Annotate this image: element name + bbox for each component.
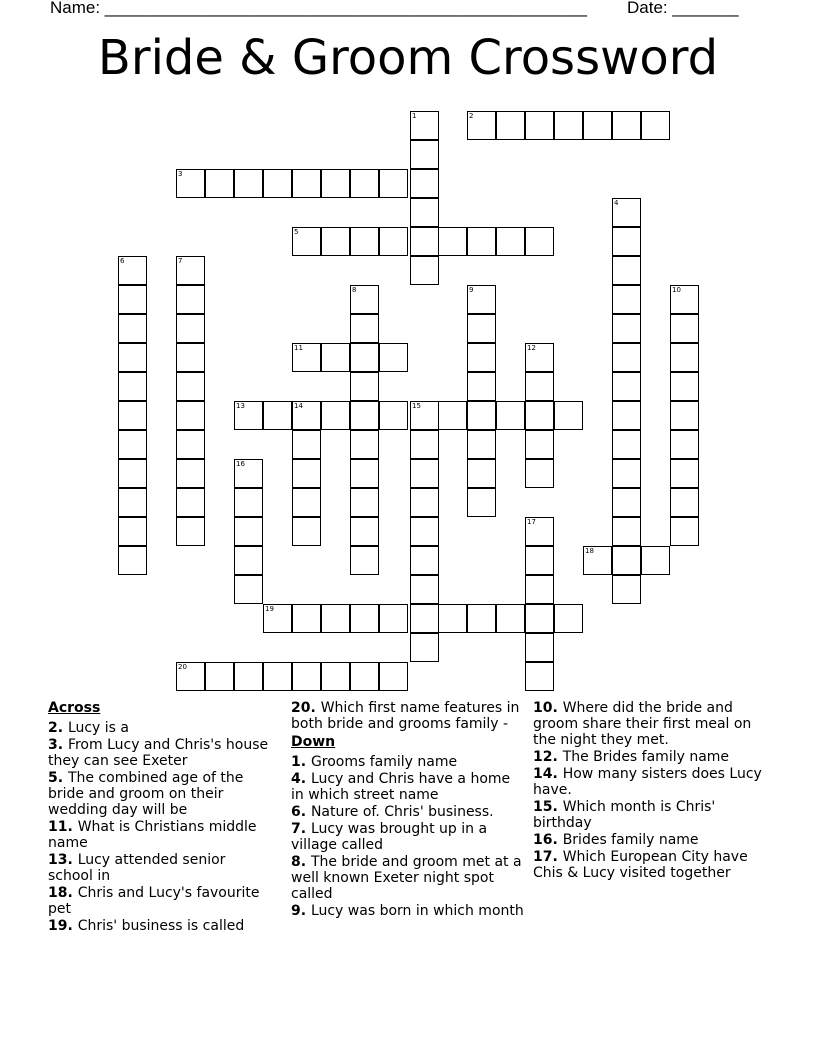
clue-number: 19. xyxy=(48,918,78,934)
grid-cell[interactable] xyxy=(525,575,554,604)
clue-text: Lucy and Chris have a home in which street name xyxy=(291,771,511,803)
grid-cell[interactable] xyxy=(292,169,321,198)
grid-cell[interactable] xyxy=(350,604,379,633)
grid-cell[interactable] xyxy=(118,314,147,343)
clue-item xyxy=(533,832,768,848)
clue-number-label: 19 xyxy=(265,605,274,613)
grid-cell[interactable] xyxy=(176,285,205,314)
grid-cell[interactable] xyxy=(118,488,147,517)
grid-cell[interactable] xyxy=(118,546,147,575)
clue-number-label: 15 xyxy=(412,402,421,410)
clue-item xyxy=(48,819,273,851)
grid-cell[interactable] xyxy=(583,111,612,140)
grid-cell[interactable] xyxy=(321,604,350,633)
grid-cell[interactable] xyxy=(670,372,699,401)
clue-item xyxy=(533,749,768,765)
down-heading: Down xyxy=(291,734,336,750)
grid-cell[interactable] xyxy=(641,546,670,575)
grid-cell[interactable] xyxy=(176,314,205,343)
clue-number-label: 4 xyxy=(614,199,619,207)
grid-cell[interactable] xyxy=(612,227,641,256)
grid-cell[interactable] xyxy=(118,459,147,488)
grid-cell[interactable] xyxy=(176,488,205,517)
grid-cell[interactable] xyxy=(118,430,147,459)
grid-cell[interactable] xyxy=(612,111,641,140)
clue-item xyxy=(48,737,273,769)
clue-text: Lucy is a xyxy=(67,720,130,736)
grid-cell[interactable] xyxy=(321,343,350,372)
clue-number-label: 18 xyxy=(585,547,594,555)
clue-number-label: 7 xyxy=(178,257,183,265)
grid-cell[interactable] xyxy=(350,430,379,459)
clue-item xyxy=(48,918,273,934)
clue-text: The bride and groom met at a well known Exeter night spot called xyxy=(291,854,522,902)
grid-cell[interactable] xyxy=(321,662,350,691)
grid-cell[interactable] xyxy=(176,343,205,372)
clue-item xyxy=(291,854,526,902)
grid-cell[interactable] xyxy=(234,662,263,691)
grid-cell[interactable] xyxy=(467,430,496,459)
clue-number: 7. xyxy=(291,821,311,837)
clue-number: 13. xyxy=(48,852,78,868)
grid-cell[interactable] xyxy=(670,343,699,372)
grid-cell[interactable] xyxy=(496,604,525,633)
grid-cell[interactable] xyxy=(496,227,525,256)
grid-cell[interactable] xyxy=(379,343,408,372)
clue-number-label: 17 xyxy=(527,518,536,526)
grid-cell[interactable] xyxy=(525,430,554,459)
across-clue-list-continued xyxy=(291,700,526,732)
clue-number: 12. xyxy=(533,749,563,765)
grid-cell[interactable] xyxy=(292,488,321,517)
clue-number-label: 13 xyxy=(236,402,245,410)
grid-cell[interactable] xyxy=(670,488,699,517)
grid-cell[interactable] xyxy=(118,401,147,430)
grid-cell[interactable] xyxy=(670,459,699,488)
clue-text: Chris and Lucy's favourite pet xyxy=(48,885,260,917)
clue-item xyxy=(291,821,526,853)
grid-cell[interactable] xyxy=(612,343,641,372)
clue-text: What is Christians middle name xyxy=(48,819,257,851)
grid-cell[interactable] xyxy=(612,459,641,488)
clue-text: Grooms family name xyxy=(310,754,458,770)
clue-text: How many sisters does Lucy have. xyxy=(533,766,762,798)
grid-cell[interactable] xyxy=(496,111,525,140)
clue-number: 20. xyxy=(291,700,321,716)
grid-cell[interactable] xyxy=(612,256,641,285)
grid-cell[interactable] xyxy=(467,401,496,430)
grid-cell[interactable] xyxy=(670,517,699,546)
grid-cell[interactable] xyxy=(410,633,439,662)
grid-cell[interactable] xyxy=(410,459,439,488)
clues-column-2 xyxy=(291,700,526,920)
clue-text: The Brides family name xyxy=(562,749,730,765)
clue-item xyxy=(533,766,768,798)
clue-item xyxy=(533,799,768,831)
clue-item xyxy=(291,754,526,770)
grid-cell[interactable] xyxy=(234,169,263,198)
grid-cell[interactable] xyxy=(350,401,379,430)
clue-text: From Lucy and Chris's house they can see Exeter xyxy=(48,737,269,769)
grid-cell[interactable] xyxy=(525,604,554,633)
clue-item xyxy=(48,885,273,917)
grid-cell[interactable] xyxy=(379,662,408,691)
clue-number-label: 5 xyxy=(294,228,299,236)
clue-number: 4. xyxy=(291,771,311,787)
clue-text: Which month is Chris' birthday xyxy=(533,799,716,831)
grid-cell[interactable] xyxy=(263,662,292,691)
clue-text: Where did the bride and groom share their first meal on the night they met. xyxy=(533,700,752,748)
grid-cell[interactable] xyxy=(263,169,292,198)
grid-cell[interactable] xyxy=(612,372,641,401)
grid-cell[interactable] xyxy=(176,517,205,546)
grid-cell[interactable] xyxy=(118,517,147,546)
grid-cell[interactable] xyxy=(234,488,263,517)
clue-number: 17. xyxy=(533,849,563,865)
grid-cell[interactable] xyxy=(467,314,496,343)
clue-item xyxy=(533,849,768,881)
grid-cell[interactable] xyxy=(234,546,263,575)
grid-cell[interactable] xyxy=(410,546,439,575)
clue-number-label: 9 xyxy=(469,286,474,294)
grid-cell[interactable] xyxy=(467,488,496,517)
grid-cell[interactable] xyxy=(234,517,263,546)
clue-number-label: 1 xyxy=(412,112,417,120)
grid-cell[interactable] xyxy=(670,430,699,459)
clue-item xyxy=(48,770,273,818)
grid-cell[interactable] xyxy=(350,227,379,256)
grid-cell[interactable] xyxy=(118,343,147,372)
clue-text: Brides family name xyxy=(562,832,699,848)
grid-cell[interactable] xyxy=(321,227,350,256)
clue-number: 5. xyxy=(48,770,68,786)
grid-cell[interactable] xyxy=(641,111,670,140)
grid-cell[interactable] xyxy=(612,314,641,343)
across-heading: Across xyxy=(48,700,101,716)
grid-cell[interactable] xyxy=(438,604,467,633)
clue-number-label: 16 xyxy=(236,460,245,468)
grid-cell[interactable] xyxy=(234,575,263,604)
grid-cell[interactable] xyxy=(612,488,641,517)
grid-cell[interactable] xyxy=(496,401,525,430)
grid-cell[interactable] xyxy=(379,227,408,256)
grid-cell[interactable] xyxy=(379,169,408,198)
clue-text: Chris' business is called xyxy=(77,918,245,934)
grid-cell[interactable] xyxy=(118,372,147,401)
grid-cell[interactable] xyxy=(205,169,234,198)
clue-number-label: 3 xyxy=(178,170,183,178)
down-clue-list xyxy=(291,754,526,919)
clues-column-3 xyxy=(533,700,768,882)
page-title: Bride & Groom Crossword xyxy=(97,30,719,86)
clue-text: The combined age of the bride and groom on their wedding day will be xyxy=(48,770,244,818)
grid-cell[interactable] xyxy=(525,546,554,575)
clue-number-label: 12 xyxy=(527,344,536,352)
grid-cell[interactable] xyxy=(410,604,439,633)
grid-cell[interactable] xyxy=(612,285,641,314)
clue-number-label: 8 xyxy=(352,286,357,294)
grid-cell[interactable] xyxy=(525,633,554,662)
grid-cell[interactable] xyxy=(525,227,554,256)
clues-column-1 xyxy=(48,700,273,935)
grid-cell[interactable] xyxy=(410,575,439,604)
clue-number-label: 20 xyxy=(178,663,187,671)
grid-cell[interactable] xyxy=(350,546,379,575)
grid-cell[interactable] xyxy=(467,343,496,372)
grid-cell[interactable] xyxy=(350,517,379,546)
grid-cell[interactable] xyxy=(670,314,699,343)
clue-number: 2. xyxy=(48,720,68,736)
grid-cell[interactable] xyxy=(554,401,583,430)
clue-item xyxy=(291,903,526,919)
date-field-label[interactable]: Date: _______ xyxy=(627,0,739,17)
clue-number: 15. xyxy=(533,799,563,815)
grid-cell[interactable] xyxy=(350,488,379,517)
clue-number: 14. xyxy=(533,766,563,782)
clue-number-label: 6 xyxy=(120,257,125,265)
grid-cell[interactable] xyxy=(525,111,554,140)
clue-text: Lucy was born in which month xyxy=(310,903,524,919)
grid-cell[interactable] xyxy=(410,256,439,285)
grid-cell[interactable] xyxy=(292,430,321,459)
clue-text: Lucy was brought up in a village called xyxy=(291,821,488,853)
clue-number: 11. xyxy=(48,819,78,835)
grid-cell[interactable] xyxy=(292,517,321,546)
across-clue-list xyxy=(48,720,273,934)
clue-number-label: 14 xyxy=(294,402,303,410)
clue-item xyxy=(291,804,526,820)
grid-cell[interactable] xyxy=(525,372,554,401)
grid-cell[interactable] xyxy=(176,401,205,430)
clue-number: 6. xyxy=(291,804,311,820)
grid-cell[interactable] xyxy=(350,372,379,401)
clue-item xyxy=(48,720,273,736)
grid-cell[interactable] xyxy=(670,401,699,430)
clue-number: 3. xyxy=(48,737,68,753)
clue-text: Which European City have Chis & Lucy visited together xyxy=(533,849,748,881)
clue-number: 9. xyxy=(291,903,311,919)
grid-cell[interactable] xyxy=(410,198,439,227)
clue-number: 16. xyxy=(533,832,563,848)
grid-cell[interactable] xyxy=(554,111,583,140)
clue-item xyxy=(48,852,273,884)
clue-number-label: 2 xyxy=(469,112,474,120)
grid-cell[interactable] xyxy=(410,227,439,256)
grid-cell[interactable] xyxy=(350,343,379,372)
down-clue-list-continued xyxy=(533,700,768,881)
grid-cell[interactable] xyxy=(612,401,641,430)
clue-number: 8. xyxy=(291,854,311,870)
grid-cell[interactable] xyxy=(554,604,583,633)
grid-cell[interactable] xyxy=(410,140,439,169)
clue-text: Lucy attended senior school in xyxy=(48,852,226,884)
grid-cell[interactable] xyxy=(118,285,147,314)
grid-cell[interactable] xyxy=(467,604,496,633)
grid-cell[interactable] xyxy=(612,430,641,459)
clue-number: 1. xyxy=(291,754,311,770)
grid-cell[interactable] xyxy=(263,401,292,430)
grid-cell[interactable] xyxy=(321,169,350,198)
clue-number-label: 11 xyxy=(294,344,303,352)
name-field-label[interactable]: Name: ___________________________________________________ xyxy=(50,0,587,17)
grid-cell[interactable] xyxy=(292,662,321,691)
grid-cell[interactable] xyxy=(350,169,379,198)
grid-cell[interactable] xyxy=(467,459,496,488)
grid-cell[interactable] xyxy=(176,372,205,401)
grid-cell[interactable] xyxy=(205,662,234,691)
grid-cell[interactable] xyxy=(438,401,467,430)
grid-cell[interactable] xyxy=(379,604,408,633)
grid-cell[interactable] xyxy=(176,430,205,459)
grid-cell[interactable] xyxy=(410,169,439,198)
grid-cell[interactable] xyxy=(350,314,379,343)
clue-text: Which first name features in both bride and grooms family - xyxy=(291,700,520,732)
grid-cell[interactable] xyxy=(350,459,379,488)
grid-cell[interactable] xyxy=(321,401,350,430)
clue-text: Nature of. Chris' business. xyxy=(310,804,494,820)
clue-item xyxy=(291,771,526,803)
grid-cell[interactable] xyxy=(438,227,467,256)
clue-number: 10. xyxy=(533,700,563,716)
grid-cell[interactable] xyxy=(525,401,554,430)
clue-number-label: 10 xyxy=(672,286,681,294)
grid-cell[interactable] xyxy=(410,517,439,546)
grid-cell[interactable] xyxy=(467,372,496,401)
clue-number: 18. xyxy=(48,885,78,901)
grid-cell[interactable] xyxy=(410,488,439,517)
grid-cell[interactable] xyxy=(410,430,439,459)
grid-cell[interactable] xyxy=(292,604,321,633)
grid-cell[interactable] xyxy=(350,662,379,691)
grid-cell[interactable] xyxy=(525,459,554,488)
grid-cell[interactable] xyxy=(292,459,321,488)
grid-cell[interactable] xyxy=(612,517,641,546)
clue-item xyxy=(291,700,526,732)
clue-item xyxy=(533,700,768,748)
grid-cell[interactable] xyxy=(467,227,496,256)
grid-cell[interactable] xyxy=(176,459,205,488)
grid-cell[interactable] xyxy=(525,662,554,691)
grid-cell[interactable] xyxy=(379,401,408,430)
grid-cell[interactable] xyxy=(612,546,641,575)
grid-cell[interactable] xyxy=(612,575,641,604)
